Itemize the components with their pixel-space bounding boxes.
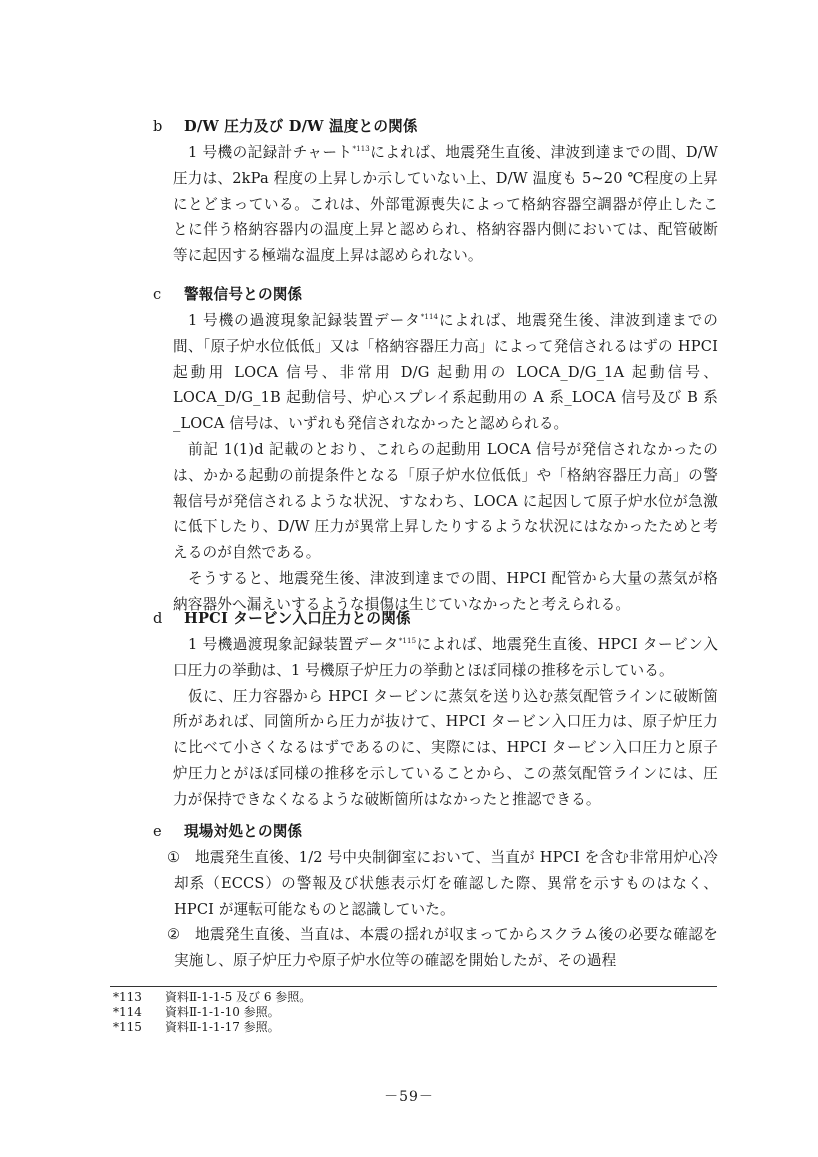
footnote-mark: *113 [113,990,142,1004]
section-letter: c [153,286,162,303]
paragraph-text: によれば、地震発生後、津波到達までの間、「原子炉水位低低」又は「格納容器圧力高」によって発信されるはずの HPCI 起動用 LOCA 信号、非常用 D/G 起動用の LOCA_D/G_1A 起動信号、LOCA_D/G_1B 起動信号、炉心スプレイ系起動用の A 系_LOCA 信号及び B 系_LOCA 信号は、いずれも発信されなかったと認められる。 [173,312,718,433]
paragraph [153,308,718,437]
section-c [153,282,718,618]
item-text: 地震発生直後、当直は、本震の揺れが収まってからスクラム後の必要な確認を実施し、原子炉圧力や原子炉水位等の確認を開始したが、その過程 [174,926,718,970]
footnote-mark: *114 [113,1005,142,1019]
section-d [153,606,718,813]
numbered-item [153,922,718,974]
section-heading [153,114,718,140]
footnote [113,1020,713,1035]
paragraph [153,140,718,269]
paragraph: 前記 1(1)d 記載のとおり、これらの起動用 LOCA 信号が発信されなかったのは、かかる起動の前提条件となる「原子炉水位低低」や「格納容器圧力高」の警報信号が発信されるような状況、すなわち、LOCA に起因して原子炉水位が急激に低下したり、D/W 圧力が異常上昇したりするような状況にはなかったためと考えるのが自然である。 [173,440,718,562]
item-number: ② [167,926,181,944]
section-heading [153,819,718,845]
section-letter: b [153,118,163,135]
footnote-ref: *113 [352,145,370,154]
footnote-ref: *114 [420,313,439,322]
paragraph: 仮に、圧力容器から HPCI タービンに蒸気を送り込む蒸気配管ラインに破断箇所があれば、同箇所から圧力が抜けて、HPCI タービン入口圧力は、原子炉圧力に比べて小さくなるはずであるのに、実際には、HPCI タービン入口圧力と原子炉圧力とがほぼ同様の推移を示していることから、この蒸気配管ラインには、圧力が保持できなくなるような破断箇所はなかったと推認できる。 [173,687,718,808]
paragraph [153,632,718,684]
footnote-text: 資料Ⅱ-1-1-5 及び 6 参照。 [165,990,312,1004]
footnotes [113,990,713,1035]
page-number: －59－ [384,1089,434,1105]
footnote [113,990,713,1005]
section-letter: d [153,610,163,627]
footnote-mark: *115 [113,1020,142,1034]
paragraph-text: によれば、地震発生直後、HPCI タービン入口圧力の挙動は、1 号機原子炉圧力の挙動とほぼ同様の推移を示している。 [173,636,718,679]
footnote-divider [110,986,717,987]
section-letter: e [153,823,162,840]
paragraph-text: によれば、地震発生直後、津波到達までの間、D/W 圧力は、2kPa 程度の上昇しか示していない上、D/W 温度も 5~20 ℃程度の上昇にとどまっている。これは、外部電源喪失によって格納容器空調器が停止したことに伴う格納容器内の温度上昇と認められ、格納容器内側においては、配管破断等に起因する極端な温度上昇は認められない。 [173,144,718,265]
item-number: ① [167,849,181,866]
section-b [153,114,718,269]
paragraph-text: 1 号機過渡現象記録装置データ [188,636,399,653]
footnote-text: 資料Ⅱ-1-1-10 参照。 [165,1005,280,1019]
section-heading [153,282,718,308]
section-title: D/W 圧力及び D/W 温度との関係 [184,118,418,135]
section-e [153,819,718,974]
paragraph-text: 1 号機の過渡現象記録装置データ [188,312,421,329]
paragraph-text: 1 号機の記録計チャート [188,144,353,161]
section-title: 現場対処との関係 [184,823,303,840]
numbered-item [153,845,718,922]
footnote-ref: *115 [398,637,417,646]
section-title: 警報信号との関係 [184,286,303,303]
footnote-text: 資料Ⅱ-1-1-17 参照。 [165,1020,280,1034]
section-title: HPCI タービン入口圧力との関係 [184,610,411,627]
footnote [113,1005,713,1020]
item-text: 地震発生直後、1/2 号中央制御室において、当直が HPCI を含む非常用炉心冷却系（ECCS）の警報及び状態表示灯を確認した際、異常を示すものはなく、HPCI が運転可能なものと認識していた。 [174,849,718,918]
section-heading [153,606,718,632]
paragraph: そうすると、地震発生後、津波到達までの間、HPCI 配管から大量の蒸気が格納容器外へ漏えいするような損傷は生じていなかったと考えられる。 [173,569,718,613]
